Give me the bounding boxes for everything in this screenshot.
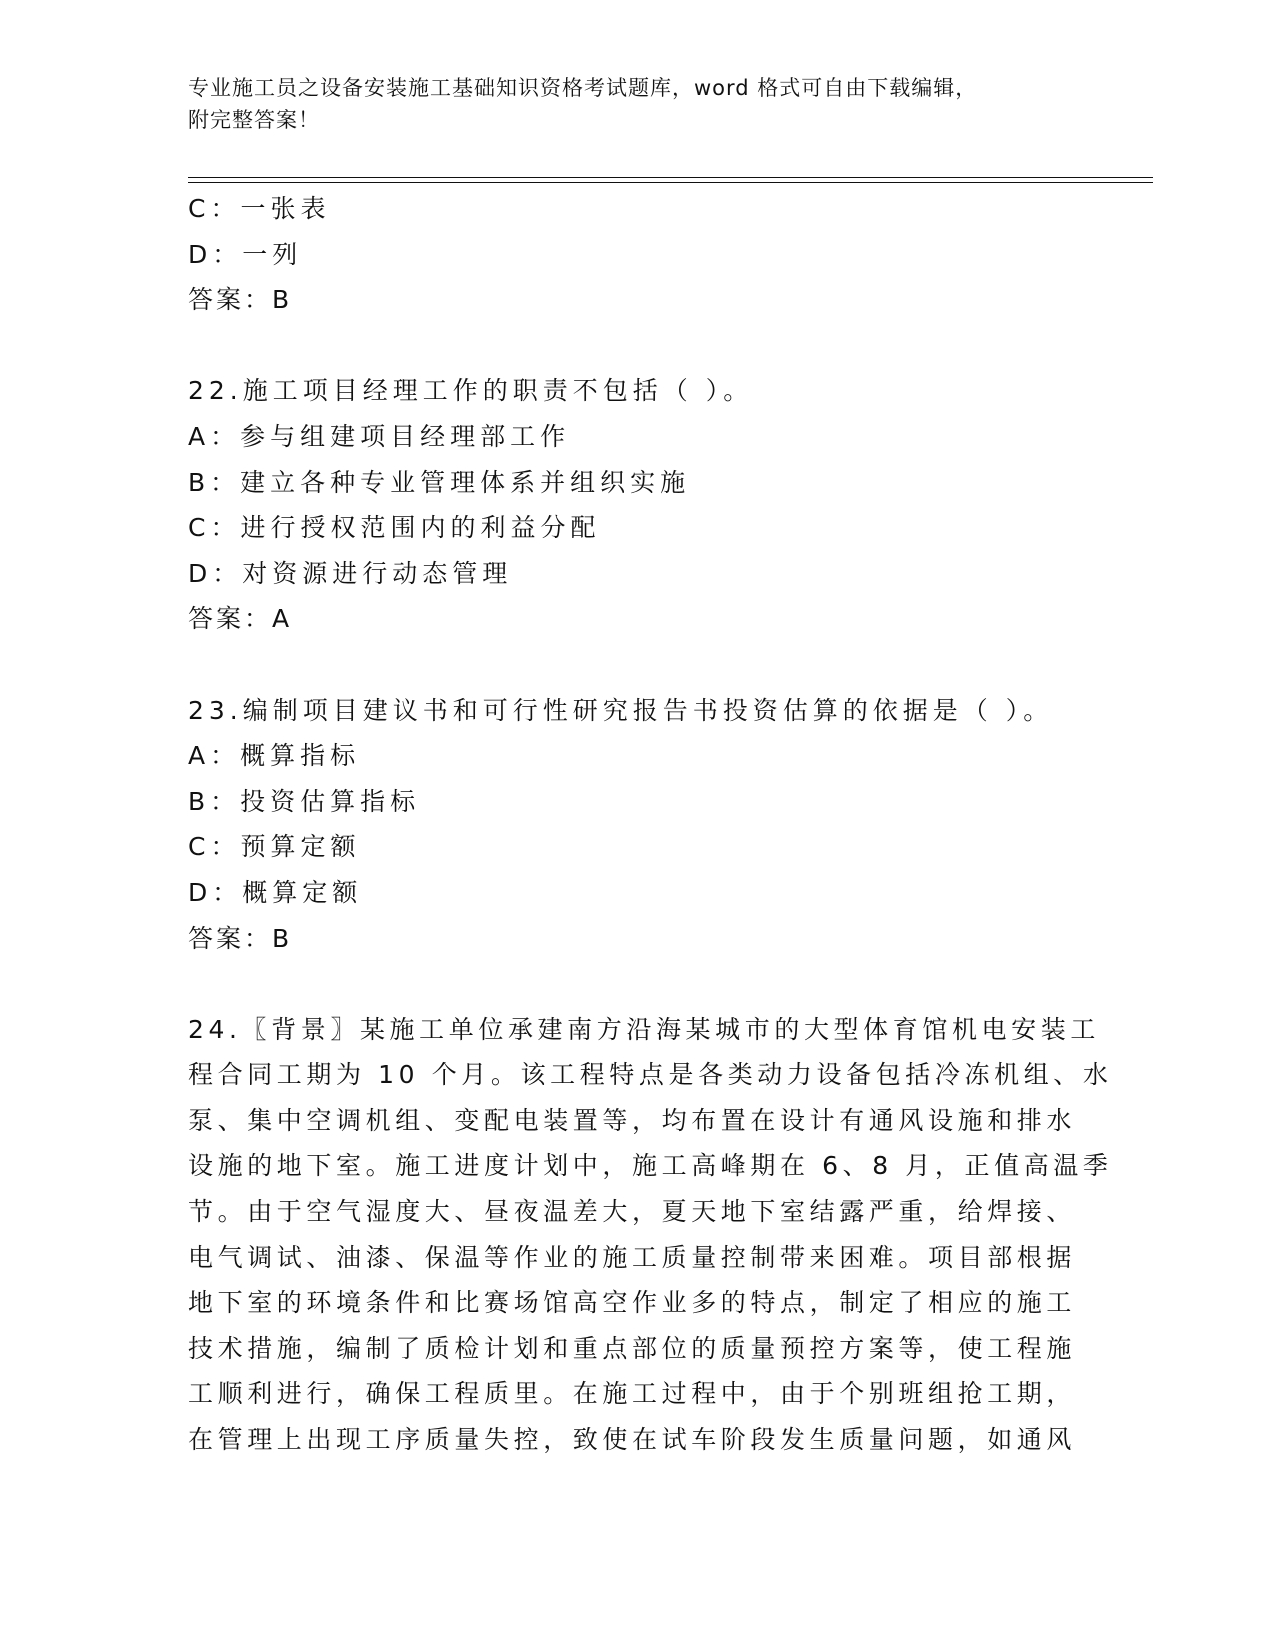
q24-line: 工顺利进行，确保工程质里。在施工过程中，由于个别班组抢工期， — [188, 1379, 1077, 1409]
q23-option-d: D：概算定额 — [188, 877, 363, 907]
question-22-block — [188, 368, 1088, 642]
q22-answer: 答案：A — [188, 604, 293, 634]
header-divider-top — [188, 177, 1153, 178]
header-line-2: 附完整答案！ — [188, 108, 320, 132]
q22-question: 22.施工项目经理工作的职责不包括（ ）。 — [188, 376, 754, 406]
document-header — [188, 72, 1068, 136]
q24-line: 节。由于空气湿度大、昼夜温差大，夏天地下室结露严重，给焊接、 — [188, 1197, 1077, 1227]
spacer — [188, 642, 1088, 688]
q23-option-b: B：投资估算指标 — [188, 786, 421, 816]
question-23-block — [188, 688, 1088, 962]
header-divider-bottom — [188, 182, 1153, 183]
q23-question: 23.编制项目建议书和可行性研究报告书投资估算的依据是（ ）。 — [188, 695, 1054, 725]
q24-line: 技术措施，编制了质检计划和重点部位的质量预控方案等，使工程施 — [188, 1333, 1077, 1363]
q24-line: 地下室的环境条件和比赛场馆高空作业多的特点，制定了相应的施工 — [188, 1288, 1077, 1318]
q22-option-a: A：参与组建项目经理部工作 — [188, 421, 571, 451]
q21-option-d: D：一列 — [188, 239, 303, 269]
question-21-block — [188, 186, 1088, 323]
q24-line: 程合同工期为 10 个月。该工程特点是各类动力设备包括冷冻机组、水 — [188, 1060, 1113, 1090]
q24-line: 在管理上出现工序质量失控，致使在试车阶段发生质量问题，如通风 — [188, 1425, 1077, 1455]
q23-answer: 答案：B — [188, 923, 293, 953]
spacer — [188, 323, 1088, 369]
q23-option-a: A：概算指标 — [188, 741, 361, 771]
q22-option-c: C：进行授权范围内的利益分配 — [188, 513, 601, 543]
q24-line: 电气调试、油漆、保温等作业的施工质量控制带来困难。项目部根据 — [188, 1242, 1077, 1272]
q22-option-d: D：对资源进行动态管理 — [188, 558, 513, 588]
q21-answer: 答案：B — [188, 285, 293, 315]
document-body — [188, 186, 1113, 1463]
q23-option-c: C：预算定额 — [188, 832, 361, 862]
q24-line: 24.〖背景〗某施工单位承建南方沿海某城市的大型体育馆机电安装工 — [188, 1014, 1100, 1044]
q22-option-b: B：建立各种专业管理体系并组织实施 — [188, 467, 691, 497]
q21-option-c: C：一张表 — [188, 194, 331, 223]
q24-line: 设施的地下室。施工进度计划中，施工高峰期在 6、8 月，正值高温季 — [188, 1151, 1113, 1181]
header-line-1: 专业施工员之设备安装施工基础知识资格考试题库，word 格式可自由下载编辑， — [188, 76, 978, 100]
q24-line: 泵、集中空调机组、变配电装置等，均布置在设计有通风设施和排水 — [188, 1105, 1077, 1135]
spacer — [188, 961, 1088, 1007]
question-24-paragraph — [188, 1007, 1113, 1463]
